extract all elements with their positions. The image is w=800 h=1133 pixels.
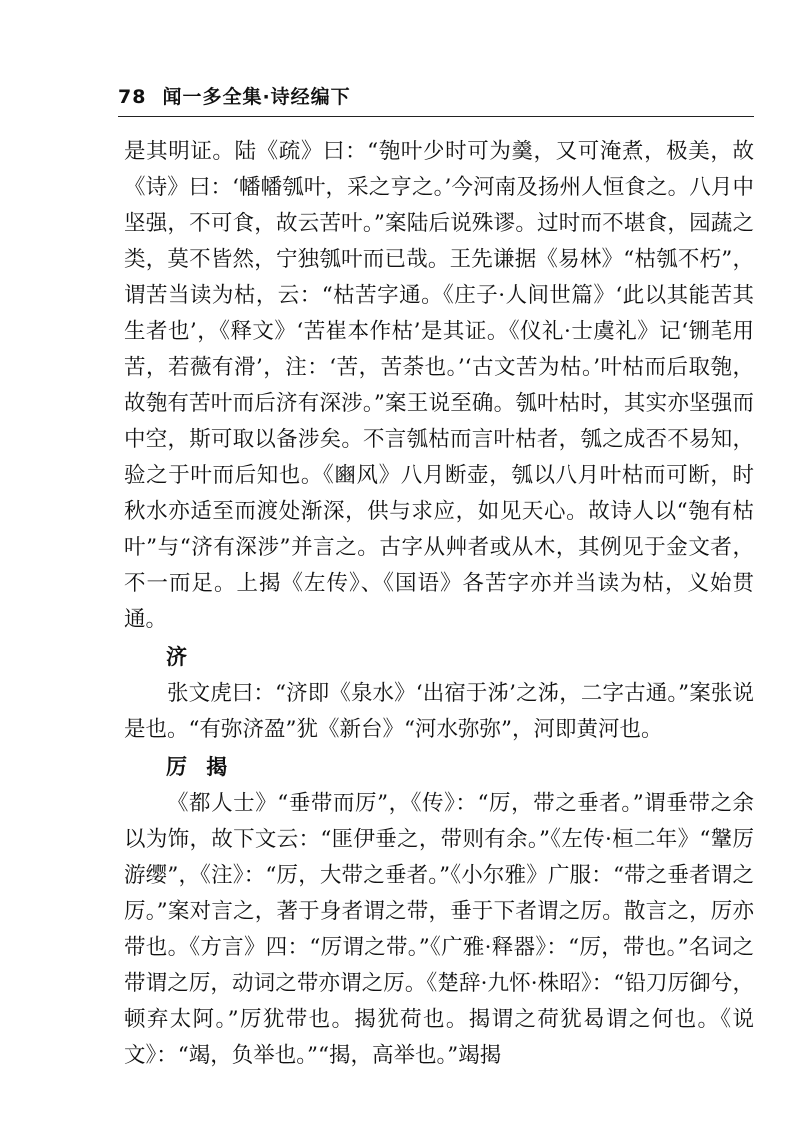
header-rule [118, 116, 754, 117]
paragraph-commentary-ji: 张文虎曰：“济即《泉水》‘出宿于泲’之泲，二字古通。”案张说是也。“有弥济盈”犹《新台》“河水弥弥”，河即黄河也。 [124, 681, 754, 742]
book-title: 闻一多全集·诗经编下 [162, 86, 351, 108]
body-text [124, 134, 754, 1074]
running-head [118, 82, 758, 116]
page-number: 78 [118, 86, 147, 108]
entry-heading-li-jie: 厉 揭 [166, 755, 234, 779]
paragraph-commentary-li-jie: 《都人士》“垂带而厉”，《传》：“厉，带之垂者。”谓垂带之余以为饰，故下文云：“匪伊垂之，带则有余。”《左传·桓二年》“鞶厉游缨”，《注》：“厉，大带之垂者。”《小尔雅》广服：“带之垂者谓之厉。”案对言之，著于身者谓之带，垂于下者谓之厉。散言之，厉亦带也。《方言》四：“厉谓之带。”《广雅·释器》：“厉，带也。”名词之带谓之厉，动词之带亦谓之厉。《楚辞·九怀·株昭》：“铅刀厉御兮，顿弃太阿。”厉犹带也。揭犹荷也。揭谓之荷犹曷谓之何也。《说文》：“竭，负举也。”“揭，高举也。”竭揭 [124, 791, 754, 1068]
entry-heading-ji: 济 [166, 645, 193, 669]
paragraph-commentary-ku: 是其明证。陆《疏》曰：“匏叶少时可为羹，又可淹煮，极美，故《诗》曰：‘幡幡瓠叶，采之亨之。’今河南及扬州人恒食之。八月中坚强，不可食，故云苦叶。”案陆后说殊谬。过时而不堪食，园蔬之类，莫不皆然，宁独瓠叶而已哉。王先谦据《易林》“枯瓠不朽”，谓苦当读为枯，云：“枯苦字通。《庄子·人间世篇》‘此以其能苦其生者也’，《释文》‘苦崔本作枯’是其证。《仪礼·士虞礼》记‘铏芼用苦，若薇有滑’，注：‘苦，苦荼也。’‘古文苦为枯。’叶枯而后取匏，故匏有苦叶而后济有深涉。”案王说至确。瓠叶枯时，其实亦坚强而中空，斯可取以备涉矣。不言瓠枯而言叶枯者，瓠之成否不易知，验之于叶而后知也。《豳风》八月断壶，瓠以八月叶枯而可断，时秋水亦适至而渡处渐深，供与求应，如见天心。故诗人以“匏有枯叶”与“济有深涉”并言之。古字从艸者或从木，其例见于金文者，不一而足。上揭《左传》、《国语》各苦字亦并当读为枯，义始贯通。 [124, 139, 754, 632]
